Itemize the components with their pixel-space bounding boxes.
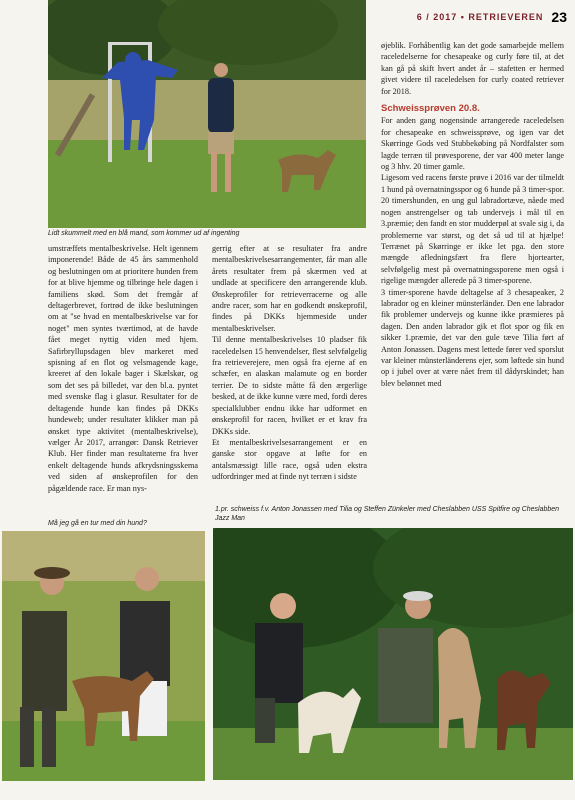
- paragraph: 3 timer-sporene havde deltagelse af 3 chesapeaker, 2 labrador og en kleiner münsterländer. Den ene labrador fik problemer undervejs og kunne ikke præmieres på dagen. Den anden labrador gik et flot spor og fik en sikker 1.præmie, det var den gule tæve Tilia ført af Anton Jonassen. Dagens mest lettede fører ved sporslut var kleiner münsterländerens ejer, som løftede sin hund op i jubel over at være nået frem til dådyrskindet; han blev belønnet med: [381, 287, 564, 388]
- caption-bottom-right: 1.pr. schweiss f.v. Anton Jonassen med Tilia og Steffen Zünkeler med Cheslabben USS Spitfire og Cheslabben Jazz Man: [215, 506, 560, 522]
- paragraph: Et mentalbeskrivelsesarrangement er en ganske stor opgave at løfte for en antalsmæssigt lille race, også uden ekstra udfordringer med at finde nyt terræn i sidste: [212, 437, 367, 482]
- caption-top-photo: Lidt skummelt med en blå mand, som kommer ud af ingenting: [48, 230, 240, 237]
- paragraph: umstræffets mentalbeskrivelse. Helt igennem imponerende! Både de 45 års sammenhold og beslutningen om at prioritere hunden frem for at blive hjemme og tilbringe hele dagen i familiens skød. Som det fremgår af deltagerbrevet, fortrød de ikke beslutningen om at "se hvad en mentalbeskrivelse var for noget" men syntes tværtimod, at de havde fået meget nyttig viden med hjem. Safirbryllupsdagen blev markeret med spisning af en flot og velsmagende kage, kreeret af den lokale bager i Skælskør, og som det ses på billedet, var den bl.a. pyntet med svenske flag i glasur. Resultater for de deltagende hunde kan findes på DKKs hundeweb; under resultater klikker man på ønsket type aktivitet (mentalbeskrivelse), vælger År 2017, arrangør: Dansk Retriever Klub. Her finder man resultaterne fra hver enkelt deltagende hunds afkrydsningsskema ved siden af ønskeprofilen for den pågældende race. Er man nys-: [48, 244, 198, 493]
- paragraph: gerrig efter at se resultater fra andre mentalbeskrivelsesarrangementer, får man alle årets resultater frem på skærmen ved at undlade at specificere den arrangerende klub. Ønskeprofiler for retrieverracerne og alle andre racer, som har en godkendt ønskeprofil, findes på DKKs hjemmeside under mentalbeskrivelser.: [212, 244, 367, 333]
- page-header: [417, 8, 567, 26]
- article-column-right: [381, 40, 564, 389]
- section-heading: Schweissprøven 20.8.: [381, 103, 480, 115]
- page-number: 23: [551, 9, 567, 25]
- issue-label: 6 / 2017 • RETRIEVEREN: [416, 12, 544, 22]
- photo-handlers-with-dog: [2, 531, 205, 781]
- photo-prize-winners: [213, 528, 573, 780]
- article-column-middle: [212, 243, 367, 483]
- photo-blue-man: [48, 0, 366, 228]
- paragraph: Til denne mentalbeskrivelses 10 pladser fik raceledelsen 15 henvendelser, flest selvfølgelig fra retrieverejere, men også fra ejerne af en schæfer, en alaskan malamute og en border terrier. De to sidste måtte få den ærgerlige besked, at de ikke kunne være med, fordi deres specialklubber endnu ikke har udformet en ønskeprofil for racen, hvilket er et krav fra DKKs side.: [212, 335, 367, 436]
- paragraph: Ligesom ved racens første prøve i 2016 var der tilmeldt 1 hund på overnatningsspor og 6 hunde på 3 timer-spor. 20 timershunden, en ung gul labradortæve, nåede med nogen anstrengelser og tab undervejs i mål til en 3.præmie; den fandt en stor mudderpøl at svale sig i, da problemerne var størst, og det så ud til at hjælpe! Terrænet på Skørringe er ikke let pga. den store mængde afledningsfært fra flere hjortearter, selvfølgelig mest på overnatningssporene men også i rigelige mængder allerede på 3 timer-sporene.: [381, 173, 564, 286]
- caption-bottom-left: Må jeg gå en tur med din hund?: [48, 520, 147, 527]
- paragraph: For anden gang nogensinde arrangerede raceledelsen for chesapeake en schweissprøve, og igen var det Skørringe Gods ved Stubbekøbing på Nordfalster som lagde terræn til prøvesporene, der var 400 meter lange og 3 hhv. 20 timer gamle.: [381, 116, 564, 172]
- paragraph: øjeblik. Forhåbentlig kan det gode samarbejde mellem raceledelserne for chesapeake og curly føre til, at det kan gå på skift hvert andet år – stafetten er hermed givet videre til raceledelsen for curly coated retriever for 2018.: [381, 41, 564, 96]
- article-column-left: [48, 243, 198, 494]
